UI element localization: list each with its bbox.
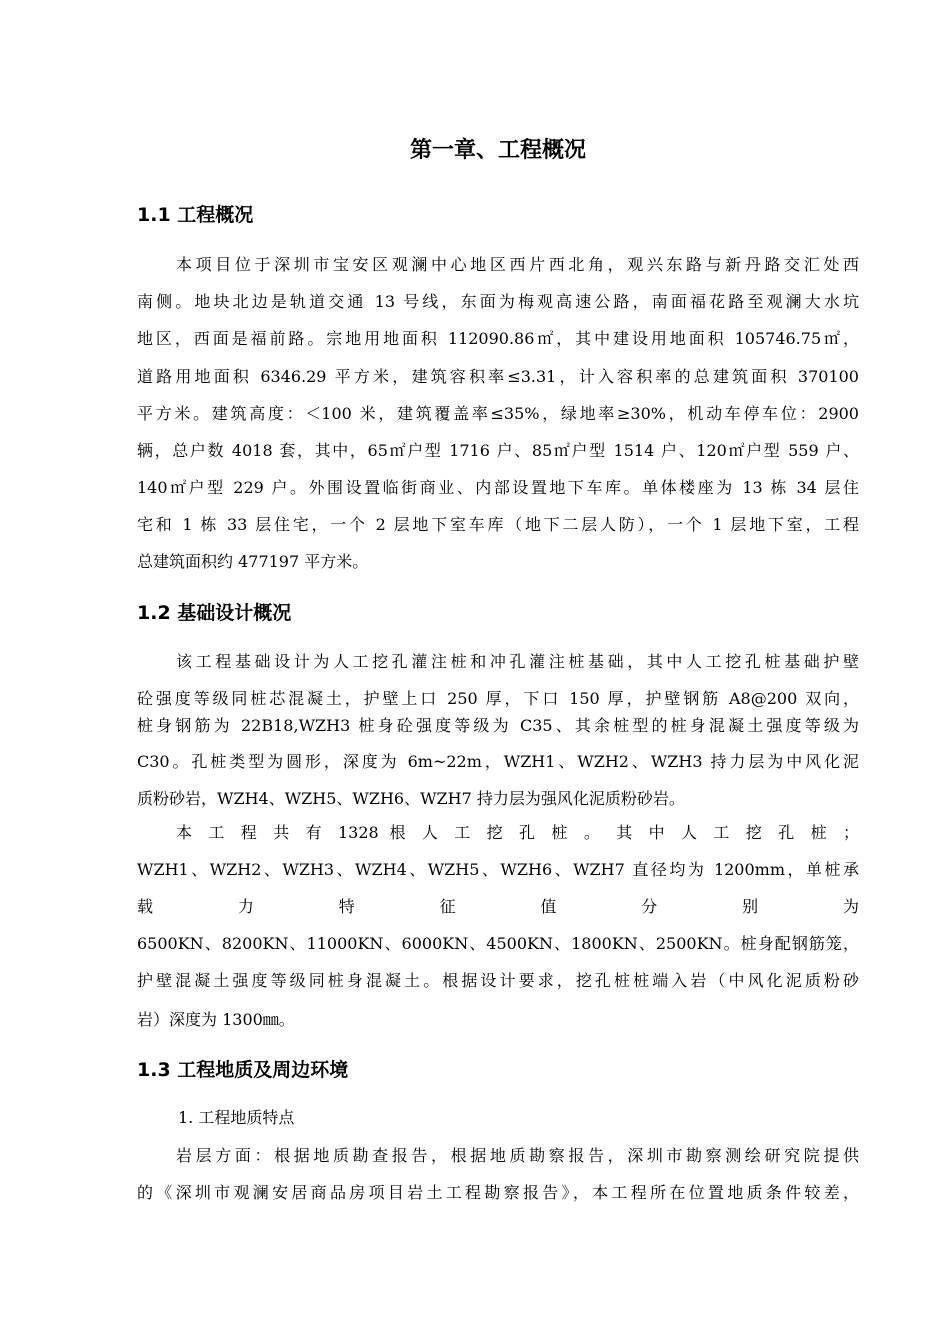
paragraph-line: 岩）深度为 1300㎜。 bbox=[137, 1010, 295, 1029]
paragraph-line: 砼强度等级同桩芯混凝土，护壁上口 250 厚，下口 150 厚，护壁钢筋 A8@200 双向， bbox=[137, 689, 859, 708]
chapter-title: 第一章、工程概况 bbox=[409, 138, 586, 163]
section-heading-1-2: 1.2 基础设计概况 bbox=[137, 602, 292, 624]
paragraph-line: 该工程基础设计为人工挖孔灌注桩和冲孔灌注桩基础，其中人工挖孔桩基础护壁 bbox=[176, 652, 859, 671]
paragraph-line: 岩层方面：根据地质勘查报告，根据地质勘察报告，深圳市勘察测绘研究院提供 bbox=[176, 1146, 859, 1165]
paragraph-line: 6500KN、8200KN、11000KN、6000KN、4500KN、1800KN、2500KN。桩身配钢筋笼， bbox=[137, 934, 859, 953]
paragraph-line: 质粉砂岩，WZH4、WZH5、WZH6、WZH7 持力层为强风化泥质粉砂岩。 bbox=[137, 789, 685, 808]
paragraph-line: 南侧。地块北边是轨道交通 13 号线，东面为梅观高速公路，南面福花路至观澜大水坑 bbox=[137, 292, 859, 311]
paragraph-line: 本 工 程 共 有 1328 根 人 工 挖 孔 桩 。 其 中 人 工 挖 孔 桩 ； bbox=[176, 823, 859, 842]
subsection-heading: 1. 工程地质特点 bbox=[178, 1108, 295, 1127]
section-heading-1-3: 1.3 工程地质及周边环境 bbox=[137, 1059, 349, 1081]
paragraph-line: C30。孔桩类型为圆形，深度为 6m~22m，WZH1、WZH2、WZH3 持力层为中风化泥 bbox=[137, 752, 859, 771]
paragraph-line: 总建筑面积约 477197 平方米。 bbox=[137, 552, 369, 571]
paragraph-line: 载 力 特 征 值 分 别 为 bbox=[137, 897, 859, 916]
paragraph-line: 桩身钢筋为 22B18,WZH3 桩身砼强度等级为 C35、其余桩型的桩身混凝土强度等级为 bbox=[137, 716, 859, 735]
paragraph-line: 的《深圳市观澜安居商品房项目岩土工程勘察报告》，本工程所在位置地质条件较差， bbox=[137, 1183, 859, 1202]
paragraph-line: 宅和 1 栋 33 层住宅，一个 2 层地下室车库（地下二层人防），一个 1 层地下室，工程 bbox=[137, 515, 859, 534]
paragraph-line: 本项目位于深圳市宝安区观澜中心地区西片西北角，观兴东路与新丹路交汇处西 bbox=[176, 255, 859, 274]
paragraph-line: 地区，西面是福前路。宗地用地面积 112090.86㎡，其中建设用地面积 105746.75㎡， bbox=[137, 329, 859, 348]
section-heading-1-1: 1.1 工程概况 bbox=[137, 204, 254, 226]
paragraph-line: 辆，总户数 4018 套，其中，65㎡户型 1716 户、85㎡户型 1514 户、120㎡户型 559 户、 bbox=[137, 441, 859, 460]
paragraph-line: 道路用地面积 6346.29 平方米，建筑容积率≤3.31，计入容积率的总建筑面积 370100 bbox=[137, 367, 859, 386]
paragraph-line: 护壁混凝土强度等级同桩身混凝土。根据设计要求，挖孔桩桩端入岩（中风化泥质粉砂 bbox=[137, 971, 859, 990]
paragraph-line: 平方米。建筑高度：＜100 米，建筑覆盖率≤35%，绿地率≥30%，机动车停车位：2900 bbox=[137, 404, 859, 423]
paragraph-line: 140㎡户型 229 户。外围设置临街商业、内部设置地下车库。单体楼座为 13 栋 34 层住 bbox=[137, 478, 859, 497]
paragraph-line: WZH1、WZH2、WZH3、WZH4、WZH5、WZH6、WZH7 直径均为 1200mm，单桩承 bbox=[137, 860, 859, 879]
